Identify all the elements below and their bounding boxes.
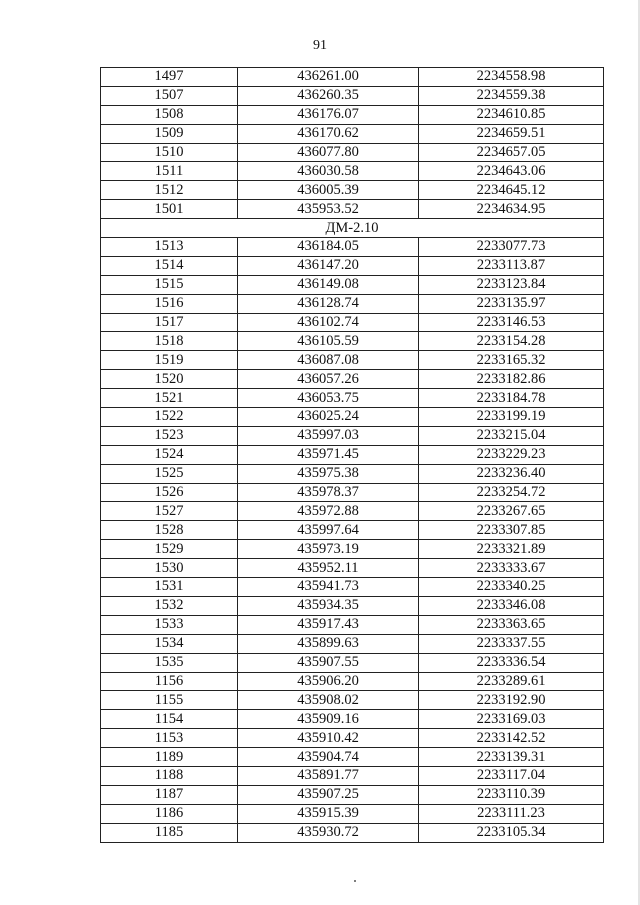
table-row <box>101 351 604 370</box>
point-number-cell: 1154 <box>101 710 238 729</box>
y-coordinate-cell: 2233113.87 <box>419 256 604 275</box>
x-coordinate-cell: 436025.24 <box>238 408 419 427</box>
scan-speck <box>354 880 356 882</box>
y-coordinate-cell: 2233254.72 <box>419 483 604 502</box>
x-coordinate-cell: 436261.00 <box>238 68 419 87</box>
x-coordinate-cell: 436170.62 <box>238 124 419 143</box>
y-coordinate-cell: 2233363.65 <box>419 615 604 634</box>
table-row <box>101 729 604 748</box>
table-row <box>101 785 604 804</box>
y-coordinate-cell: 2234559.38 <box>419 86 604 105</box>
x-coordinate-cell: 435907.55 <box>238 653 419 672</box>
point-number-cell: 1189 <box>101 748 238 767</box>
y-coordinate-cell: 2234558.98 <box>419 68 604 87</box>
y-coordinate-cell: 2233236.40 <box>419 464 604 483</box>
y-coordinate-cell: 2233184.78 <box>419 389 604 408</box>
x-coordinate-cell: 435941.73 <box>238 578 419 597</box>
table-row <box>101 710 604 729</box>
y-coordinate-cell: 2234634.95 <box>419 200 604 219</box>
point-number-cell: 1519 <box>101 351 238 370</box>
x-coordinate-cell: 435930.72 <box>238 823 419 842</box>
y-coordinate-cell: 2233169.03 <box>419 710 604 729</box>
y-coordinate-cell: 2233105.34 <box>419 823 604 842</box>
table-row <box>101 86 604 105</box>
table-row <box>101 502 604 521</box>
y-coordinate-cell: 2233111.23 <box>419 804 604 823</box>
table-row <box>101 804 604 823</box>
x-coordinate-cell: 436053.75 <box>238 389 419 408</box>
section-title: ДМ-2.10 <box>101 219 604 238</box>
point-number-cell: 1513 <box>101 238 238 257</box>
table-row <box>101 162 604 181</box>
x-coordinate-cell: 436030.58 <box>238 162 419 181</box>
y-coordinate-cell: 2234659.51 <box>419 124 604 143</box>
point-number-cell: 1521 <box>101 389 238 408</box>
point-number-cell: 1155 <box>101 691 238 710</box>
y-coordinate-cell: 2233267.65 <box>419 502 604 521</box>
table-row <box>101 200 604 219</box>
point-number-cell: 1517 <box>101 313 238 332</box>
table-row <box>101 766 604 785</box>
y-coordinate-cell: 2233182.86 <box>419 370 604 389</box>
y-coordinate-cell: 2233229.23 <box>419 445 604 464</box>
table-row <box>101 408 604 427</box>
x-coordinate-cell: 436260.35 <box>238 86 419 105</box>
y-coordinate-cell: 2233154.28 <box>419 332 604 351</box>
x-coordinate-cell: 435971.45 <box>238 445 419 464</box>
table-row <box>101 672 604 691</box>
x-coordinate-cell: 436102.74 <box>238 313 419 332</box>
table-row <box>101 653 604 672</box>
y-coordinate-cell: 2233340.25 <box>419 578 604 597</box>
y-coordinate-cell: 2233165.32 <box>419 351 604 370</box>
point-number-cell: 1515 <box>101 275 238 294</box>
table-row <box>101 105 604 124</box>
point-number-cell: 1518 <box>101 332 238 351</box>
table-row <box>101 521 604 540</box>
point-number-cell: 1533 <box>101 615 238 634</box>
table-row <box>101 540 604 559</box>
y-coordinate-cell: 2234657.05 <box>419 143 604 162</box>
x-coordinate-cell: 436105.59 <box>238 332 419 351</box>
x-coordinate-cell: 436149.08 <box>238 275 419 294</box>
point-number-cell: 1156 <box>101 672 238 691</box>
point-number-cell: 1532 <box>101 596 238 615</box>
table-row <box>101 124 604 143</box>
y-coordinate-cell: 2233199.19 <box>419 408 604 427</box>
point-number-cell: 1188 <box>101 766 238 785</box>
table-row <box>101 389 604 408</box>
table-row <box>101 596 604 615</box>
x-coordinate-cell: 435899.63 <box>238 634 419 653</box>
coordinates-table <box>100 67 604 843</box>
x-coordinate-cell: 435910.42 <box>238 729 419 748</box>
x-coordinate-cell: 436147.20 <box>238 256 419 275</box>
y-coordinate-cell: 2233110.39 <box>419 785 604 804</box>
point-number-cell: 1509 <box>101 124 238 143</box>
x-coordinate-cell: 435909.16 <box>238 710 419 729</box>
x-coordinate-cell: 436176.07 <box>238 105 419 124</box>
y-coordinate-cell: 2233337.55 <box>419 634 604 653</box>
x-coordinate-cell: 436087.08 <box>238 351 419 370</box>
point-number-cell: 1534 <box>101 634 238 653</box>
point-number-cell: 1510 <box>101 143 238 162</box>
point-number-cell: 1523 <box>101 426 238 445</box>
point-number-cell: 1153 <box>101 729 238 748</box>
page-number: 91 <box>313 38 327 53</box>
point-number-cell: 1526 <box>101 483 238 502</box>
x-coordinate-cell: 435973.19 <box>238 540 419 559</box>
x-coordinate-cell: 435907.25 <box>238 785 419 804</box>
point-number-cell: 1522 <box>101 408 238 427</box>
point-number-cell: 1525 <box>101 464 238 483</box>
point-number-cell: 1186 <box>101 804 238 823</box>
table-row <box>101 426 604 445</box>
y-coordinate-cell: 2234645.12 <box>419 181 604 200</box>
coordinates-table-body <box>101 68 604 843</box>
table-row <box>101 294 604 313</box>
point-number-cell: 1512 <box>101 181 238 200</box>
y-coordinate-cell: 2233123.84 <box>419 275 604 294</box>
y-coordinate-cell: 2233117.04 <box>419 766 604 785</box>
table-row <box>101 256 604 275</box>
x-coordinate-cell: 435953.52 <box>238 200 419 219</box>
point-number-cell: 1511 <box>101 162 238 181</box>
y-coordinate-cell: 2233142.52 <box>419 729 604 748</box>
table-row <box>101 748 604 767</box>
table-row <box>101 691 604 710</box>
x-coordinate-cell: 435972.88 <box>238 502 419 521</box>
point-number-cell: 1527 <box>101 502 238 521</box>
y-coordinate-cell: 2233336.54 <box>419 653 604 672</box>
table-row <box>101 313 604 332</box>
x-coordinate-cell: 435952.11 <box>238 559 419 578</box>
point-number-cell: 1514 <box>101 256 238 275</box>
y-coordinate-cell: 2233321.89 <box>419 540 604 559</box>
y-coordinate-cell: 2233077.73 <box>419 238 604 257</box>
point-number-cell: 1516 <box>101 294 238 313</box>
point-number-cell: 1529 <box>101 540 238 559</box>
y-coordinate-cell: 2234643.06 <box>419 162 604 181</box>
table-row <box>101 143 604 162</box>
x-coordinate-cell: 436005.39 <box>238 181 419 200</box>
x-coordinate-cell: 435906.20 <box>238 672 419 691</box>
point-number-cell: 1501 <box>101 200 238 219</box>
y-coordinate-cell: 2234610.85 <box>419 105 604 124</box>
table-row <box>101 181 604 200</box>
y-coordinate-cell: 2233146.53 <box>419 313 604 332</box>
table-row <box>101 823 604 842</box>
y-coordinate-cell: 2233192.90 <box>419 691 604 710</box>
point-number-cell: 1530 <box>101 559 238 578</box>
y-coordinate-cell: 2233333.67 <box>419 559 604 578</box>
x-coordinate-cell: 435904.74 <box>238 748 419 767</box>
table-row <box>101 483 604 502</box>
point-number-cell: 1508 <box>101 105 238 124</box>
point-number-cell: 1535 <box>101 653 238 672</box>
x-coordinate-cell: 435975.38 <box>238 464 419 483</box>
table-row <box>101 578 604 597</box>
table-row <box>101 615 604 634</box>
y-coordinate-cell: 2233215.04 <box>419 426 604 445</box>
x-coordinate-cell: 435997.64 <box>238 521 419 540</box>
y-coordinate-cell: 2233135.97 <box>419 294 604 313</box>
table-row <box>101 370 604 389</box>
table-row <box>101 332 604 351</box>
table-row <box>101 68 604 87</box>
x-coordinate-cell: 435978.37 <box>238 483 419 502</box>
point-number-cell: 1187 <box>101 785 238 804</box>
table-row <box>101 275 604 294</box>
section-header-row <box>101 219 604 238</box>
table-row <box>101 559 604 578</box>
y-coordinate-cell: 2233346.08 <box>419 596 604 615</box>
table-row <box>101 634 604 653</box>
point-number-cell: 1524 <box>101 445 238 464</box>
x-coordinate-cell: 435908.02 <box>238 691 419 710</box>
point-number-cell: 1531 <box>101 578 238 597</box>
point-number-cell: 1497 <box>101 68 238 87</box>
x-coordinate-cell: 436184.05 <box>238 238 419 257</box>
table-row <box>101 464 604 483</box>
y-coordinate-cell: 2233307.85 <box>419 521 604 540</box>
table-row <box>101 445 604 464</box>
point-number-cell: 1520 <box>101 370 238 389</box>
y-coordinate-cell: 2233289.61 <box>419 672 604 691</box>
point-number-cell: 1528 <box>101 521 238 540</box>
x-coordinate-cell: 436128.74 <box>238 294 419 313</box>
table-row <box>101 238 604 257</box>
x-coordinate-cell: 435915.39 <box>238 804 419 823</box>
x-coordinate-cell: 435934.35 <box>238 596 419 615</box>
x-coordinate-cell: 435997.03 <box>238 426 419 445</box>
x-coordinate-cell: 436057.26 <box>238 370 419 389</box>
x-coordinate-cell: 436077.80 <box>238 143 419 162</box>
x-coordinate-cell: 435917.43 <box>238 615 419 634</box>
x-coordinate-cell: 435891.77 <box>238 766 419 785</box>
point-number-cell: 1507 <box>101 86 238 105</box>
point-number-cell: 1185 <box>101 823 238 842</box>
y-coordinate-cell: 2233139.31 <box>419 748 604 767</box>
